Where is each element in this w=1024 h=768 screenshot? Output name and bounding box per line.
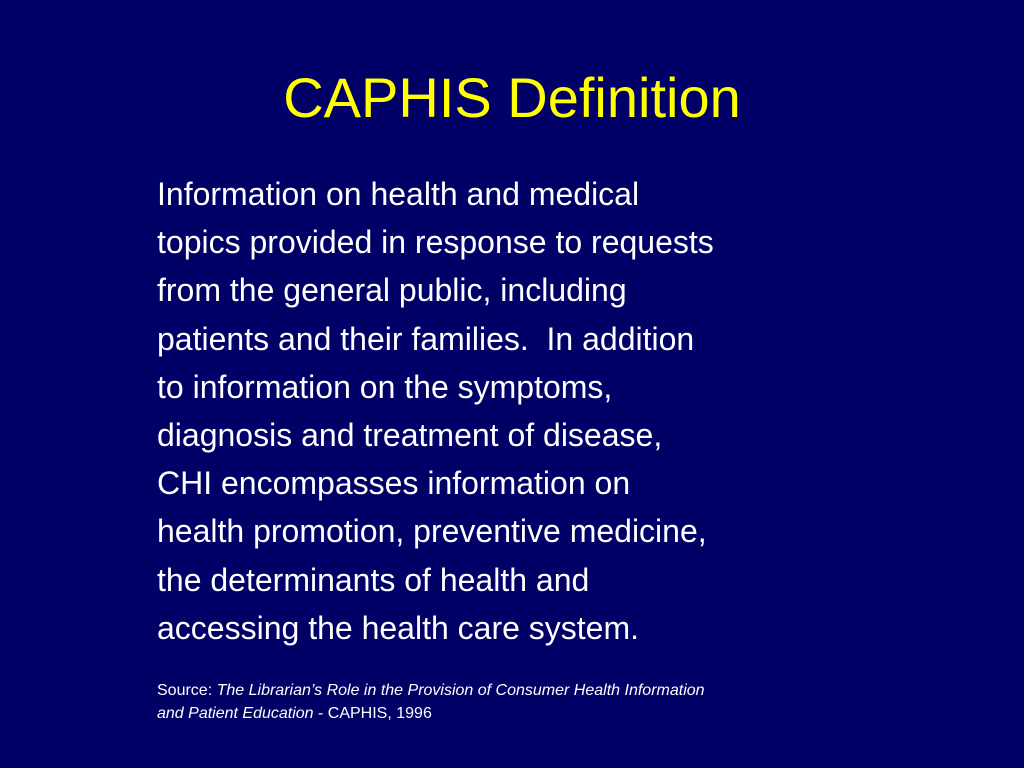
definition-line: CHI encompasses information on xyxy=(157,465,631,502)
source-line-2 xyxy=(157,702,877,725)
definition-line: the determinants of health and xyxy=(157,561,590,598)
source-line-1 xyxy=(157,679,877,702)
definition-line: from the general public, including xyxy=(157,272,627,309)
definition-line: patients and their families. In addition xyxy=(157,320,695,357)
definition-line: topics provided in response to requests xyxy=(157,224,714,261)
source-suffix: - CAPHIS, 1996 xyxy=(313,705,432,722)
source-citation xyxy=(157,679,877,725)
definition-line: diagnosis and treatment of disease, xyxy=(157,417,663,454)
definition-line: to information on the symptoms, xyxy=(157,368,613,405)
definition-line: accessing the health care system. xyxy=(157,609,640,646)
slide-title: CAPHIS Definition xyxy=(283,66,741,129)
source-label: Source: xyxy=(157,682,217,699)
source-title-part-1: The Librarian’s Role in the Provision of Consumer Health Information xyxy=(216,682,705,699)
definition-line: Information on health and medical xyxy=(157,176,640,212)
definition-line: health promotion, preventive medicine, xyxy=(157,513,707,550)
definition-text xyxy=(157,170,877,652)
source-title-part-2: and Patient Education xyxy=(157,705,314,722)
